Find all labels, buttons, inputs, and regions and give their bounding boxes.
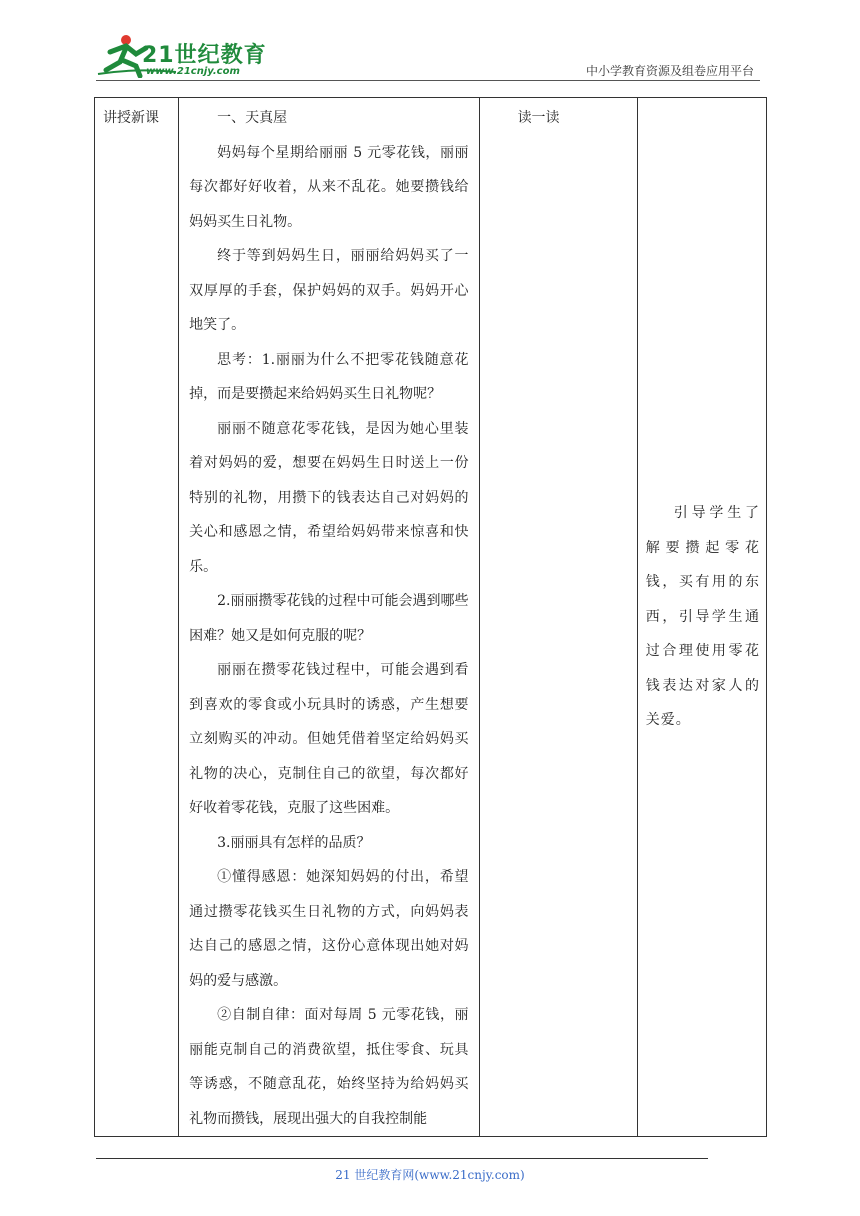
- header-divider: [96, 80, 760, 81]
- paragraph: 思考：1.丽丽为什么不把零花钱随意花掉，而是要攒起来给妈妈买生日礼物呢？: [189, 351, 469, 402]
- activity-label: 读一读: [517, 110, 560, 126]
- paragraph: ②自制自律：面对每周 5 元零花钱，丽丽能克制自己的消费欲望，抵住零食、玩具等诱惑，不随意乱花，始终坚持为给妈妈买礼物而攒钱，展现出强大的自我控制能: [189, 1007, 469, 1127]
- paragraph-heading: 一、天真屋: [217, 110, 288, 126]
- paragraph: 3.丽丽具有怎样的品质？: [217, 834, 371, 851]
- lesson-table: [94, 97, 767, 1137]
- logo-text: 21世纪教育: [142, 43, 267, 68]
- section-label-cell: [95, 98, 179, 1137]
- activity-cell: [479, 98, 637, 1137]
- paragraph: 终于等到妈妈生日，丽丽给妈妈买了一双厚厚的手套，保护妈妈的双手。妈妈开心地笑了。: [189, 248, 469, 333]
- paragraph: 丽丽在攒零花钱过程中，可能会遇到看到喜欢的零食或小玩具时的诱惑，产生想要立刻购买的冲动。但她凭借着坚定给妈妈买礼物的决心，克制住自己的欲望，每次都好好收着零花钱，克服了这些困难。: [189, 662, 469, 816]
- logo-url: www.21cnjy.com: [146, 66, 240, 77]
- content-cell: [179, 98, 479, 1137]
- table-row: [95, 98, 767, 1137]
- guide-text: 引导学生了解要攒起零花钱，买有用的东西，引导学生通过合理使用零花钱表达对家人的关爱。: [645, 505, 760, 729]
- section-label: 讲授新课: [103, 110, 159, 126]
- paragraph: 妈妈每个星期给丽丽 5 元零花钱，丽丽每次都好好收着，从来不乱花。她要攒钱给妈妈买生日礼物。: [189, 144, 469, 230]
- footer-divider: [96, 1158, 708, 1159]
- paragraph: ①懂得感恩：她深知妈妈的付出，希望通过攒零花钱买生日礼物的方式，向妈妈表达自己的感恩之情，这份心意体现出她对妈妈的爱与感激。: [189, 869, 469, 989]
- paragraph: 2.丽丽攒零花钱的过程中可能会遇到哪些困难？她又是如何克服的呢？: [189, 593, 469, 644]
- paragraph: 丽丽不随意花零花钱，是因为她心里装着对妈妈的爱，想要在妈妈生日时送上一份特别的礼物，用攒下的钱表达自己对妈妈的关心和感恩之情，希望给妈妈带来惊喜和快乐。: [189, 420, 469, 575]
- footer-text: 21 世纪教育网(www.21cnjy.com): [335, 1168, 525, 1182]
- platform-name: 中小学教育资源及组卷应用平台: [585, 64, 754, 78]
- guide-cell: [637, 98, 766, 1137]
